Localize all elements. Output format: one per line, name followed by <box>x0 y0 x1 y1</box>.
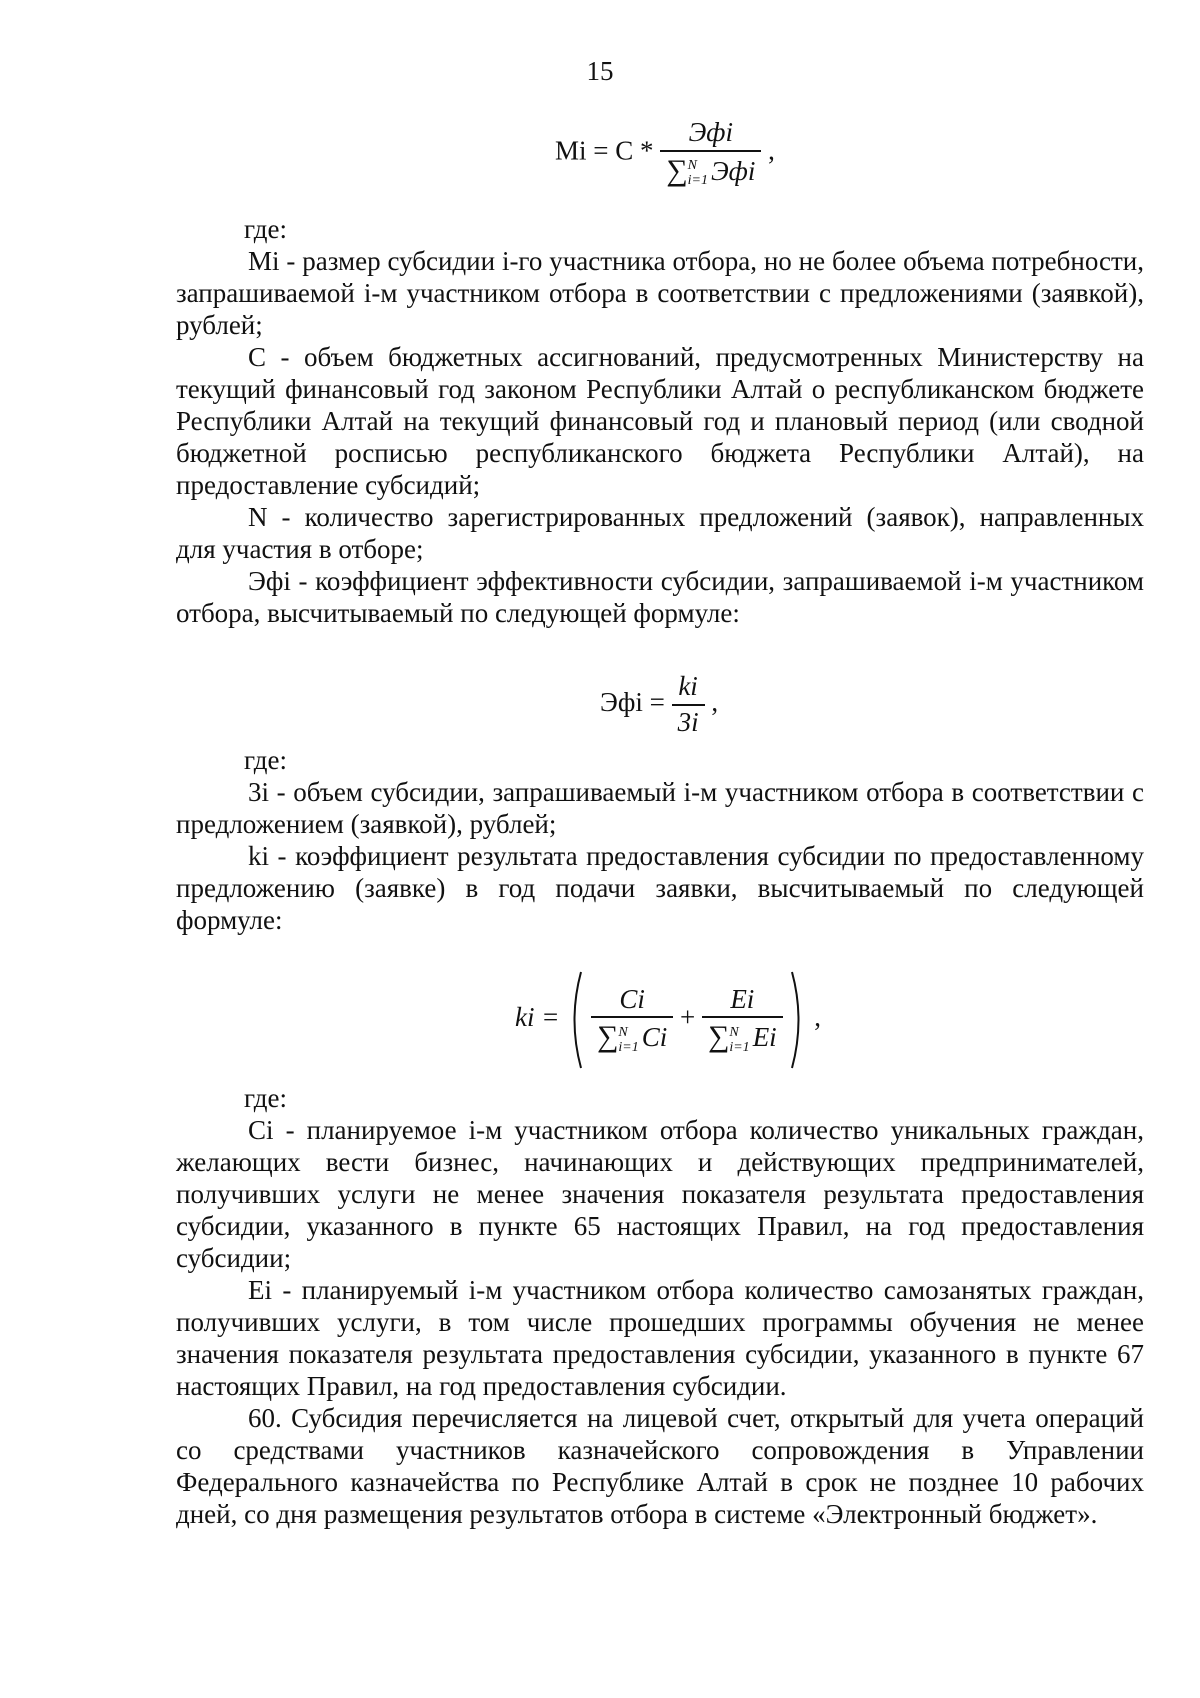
sum-limits <box>729 1025 749 1056</box>
where-label: где: <box>244 214 287 244</box>
definition-3i: 3i - объем субсидии, запрашиваемый i-м участником отбора в соответствии с предложением (заявкой), рублей; <box>176 777 1144 839</box>
formula-efi <box>600 672 718 737</box>
fraction-e-numerator: Ei <box>730 983 755 1014</box>
formula-mi <box>555 118 775 189</box>
sum-upper: N <box>729 1024 739 1040</box>
where-label: где: <box>244 1083 287 1113</box>
formula-ki-fraction-c <box>591 985 673 1056</box>
formula-ki-fraction-e <box>702 985 783 1056</box>
definition-ki: ki - коэффициент результата предоставления субсидии по предоставленному предложению (заявке) в год подачи заявки, высчитываемый по следующей формуле: <box>176 841 1144 935</box>
definition-ci: Ci - планируемое i-м участником отбора количество уникальных граждан, желающих вести бизнес, начинающих и действующих предпринимателей, получивших услуги не менее значения показателя результата предоставления субсидии, указанного в пункте 65 настоящих Правил, на год предоставления субсидии; <box>176 1115 1144 1273</box>
formula-ki-lhs: ki = <box>515 1002 560 1033</box>
formula-mi-fraction <box>660 118 761 189</box>
formula-efi-lhs: Эфi = <box>600 686 665 717</box>
text-block-3 <box>176 1082 1144 1530</box>
fraction-c-denominator <box>591 1016 673 1055</box>
fraction-e-denominator <box>702 1016 783 1055</box>
formula-efi-fraction <box>672 672 705 737</box>
sum-lower: i=1 <box>729 1040 750 1056</box>
fraction-c-numerator: Ci <box>619 983 645 1014</box>
definition-ei: Ei - планируемый i-м участником отбора количество самозанятых граждан, получивших услуги, в том числе прошедших программы обучения не менее значения показателя результата предоставления субсидии, указанного в пункте 67 настоящих Правил, на год предоставления субсидии. <box>176 1275 1144 1401</box>
formula-efi-denominator: 3i <box>672 704 705 738</box>
formula-mi-denominator <box>660 150 761 189</box>
sum-lower: i=1 <box>687 173 708 189</box>
text-block-2 <box>176 744 1144 936</box>
text-block-1 <box>176 213 1144 629</box>
sum-lower: i=1 <box>618 1040 639 1056</box>
fraction-c-den-term: Ci <box>641 1022 668 1053</box>
paragraph-60: 60. Субсидия перечисляется на лицевой счет, открытый для учета операций со средствами участников казначейского сопровождения в Управлении Федерального казначейства по Республике Алтай в срок не позднее 10 рабочих дней, со дня размещения результатов отбора в системе «Электронный бюджет». <box>176 1403 1144 1529</box>
fraction-e-den-term: Ei <box>752 1022 777 1053</box>
sum-upper: N <box>687 158 697 174</box>
sum-upper: N <box>618 1024 628 1040</box>
sum-limits <box>618 1025 638 1056</box>
right-paren-icon <box>789 970 807 1070</box>
sum-sign: ∑ <box>666 153 688 187</box>
formula-ki <box>515 970 821 1070</box>
page-number: 15 <box>586 56 614 86</box>
plus-sign: + <box>679 1002 696 1033</box>
definition-mi: Mi - размер субсидии i-го участника отбора, но не более объема потребности, запрашиваемой i-м участником отбора в соответствии с предложениями (заявкой), рублей; <box>176 246 1144 340</box>
definition-efi: Эфi - коэффициент эффективности субсидии, запрашиваемой i-м участником отбора, высчитываемый по следующей формуле: <box>176 566 1144 628</box>
definition-n: N - количество зарегистрированных предложений (заявок), направленных для участия в отборе; <box>176 502 1144 564</box>
formula-mi-numerator: Эфi <box>688 117 733 147</box>
formula-efi-comma: , <box>711 686 719 717</box>
formula-efi-numerator: ki <box>678 671 698 701</box>
formula-mi-lhs: Mi = C * <box>555 135 654 166</box>
sum-limits <box>688 158 708 189</box>
where-label: где: <box>244 745 287 775</box>
sum-sign: ∑ <box>707 1020 730 1054</box>
formula-mi-comma: , <box>768 135 775 166</box>
sum-sign: ∑ <box>596 1020 619 1054</box>
definition-c: С - объем бюджетных ассигнований, предусмотренных Министерству на текущий финансовый год законом Республики Алтай о республиканском бюджете Республики Алтай на текущий финансовый год и плановый период (или сводной бюджетной росписью республиканского бюджета Республики Алтай), на предоставление субсидий; <box>176 342 1144 500</box>
formula-mi-den-term: Эфi <box>710 155 756 186</box>
formula-ki-comma: , <box>814 1002 821 1033</box>
left-paren-icon <box>566 970 584 1070</box>
